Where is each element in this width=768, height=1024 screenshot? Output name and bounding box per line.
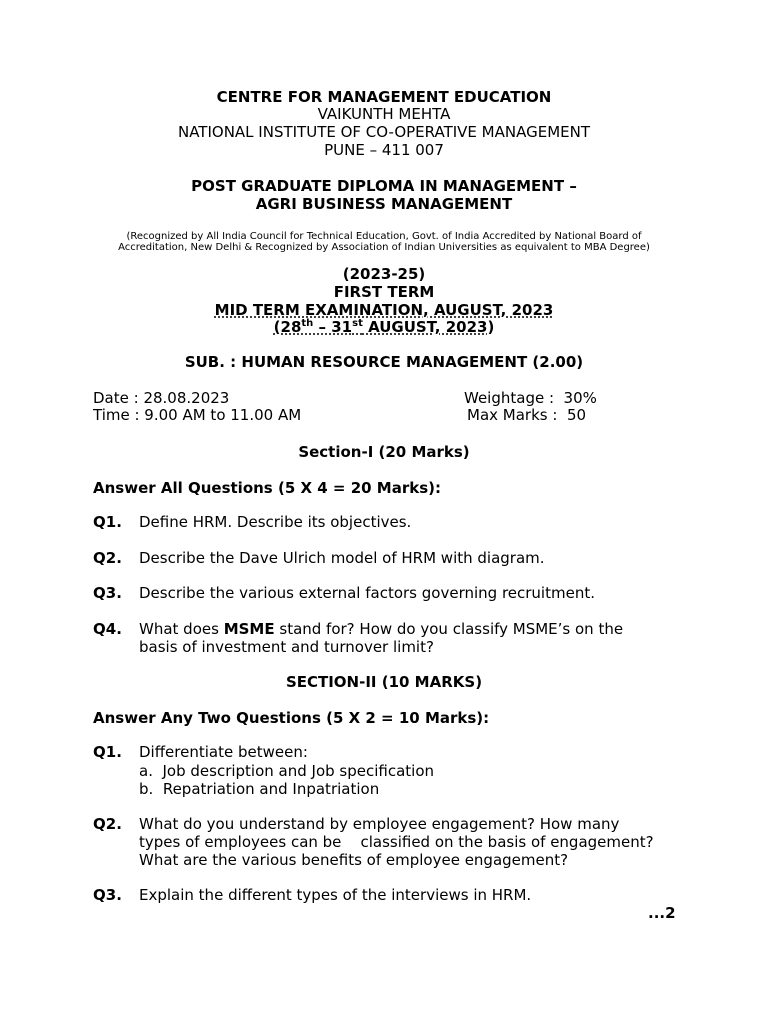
exam-dates: [0, 318, 768, 336]
exam-dates-open: (28: [273, 318, 302, 336]
institute-full-name: NATIONAL INSTITUTE OF CO-OPERATIVE MANAGEMENT: [177, 123, 590, 141]
recognition-note-line1: (Recognized by All India Council for Technical Education, Govt. of India Accredited by National Board of: [126, 231, 642, 242]
max-marks: Max Marks : 50: [467, 406, 587, 424]
exam-dates-text: [274, 318, 495, 336]
section2-q1-option-a: a. Job description and Job specification: [139, 762, 435, 780]
institute-centre-name: CENTRE FOR MANAGEMENT EDUCATION: [216, 88, 552, 106]
section1-q1-number: Q1.: [93, 513, 122, 531]
section1-q4-post: stand for? How do you classify MSME’s on the: [274, 620, 624, 638]
section2-title: SECTION-II (10 MARKS): [285, 673, 483, 691]
exam-dates-close: AUGUST, 2023): [362, 318, 495, 336]
exam-date: Date : 28.08.2023: [93, 389, 230, 407]
exam-time: Time : 9.00 AM to 11.00 AM: [93, 406, 302, 424]
exam-dates-sup2: st: [352, 318, 363, 329]
institute-address: PUNE – 411 007: [324, 141, 444, 159]
program-title: POST GRADUATE DIPLOMA IN MANAGEMENT –: [191, 177, 577, 195]
section1-q4-pre: What does: [139, 620, 224, 638]
page-continued-marker: ...2: [648, 904, 676, 922]
section2-q2-line2: types of employees can be classified on the basis of engagement?: [139, 833, 654, 851]
program-subtitle: AGRI BUSINESS MANAGEMENT: [255, 195, 513, 213]
section2-q1-option-b: b. Repatriation and Inpatriation: [139, 780, 380, 798]
section1-title: Section-I (20 Marks): [298, 443, 470, 461]
exam-title-text: MID TERM EXAMINATION, AUGUST, 2023: [214, 301, 554, 319]
section2-q1-text: Differentiate between:: [139, 743, 308, 761]
section2-q3-text: Explain the different types of the interviews in HRM.: [139, 886, 532, 904]
institute-name-line: VAIKUNTH MEHTA: [317, 105, 451, 123]
batch-years: (2023-25): [342, 265, 426, 283]
section1-q1-text: Define HRM. Describe its objectives.: [139, 513, 412, 531]
section1-instruction: Answer All Questions (5 X 4 = 20 Marks):: [93, 479, 442, 497]
section1-q4-line1: [139, 620, 623, 638]
section1-q3-text: Describe the various external factors governing recruitment.: [139, 584, 595, 602]
exam-dates-sup1: th: [301, 318, 314, 329]
section1-q2-text: Describe the Dave Ulrich model of HRM with diagram.: [139, 549, 545, 567]
section2-instruction: Answer Any Two Questions (5 X 2 = 10 Marks):: [93, 709, 490, 727]
section1-q4-number: Q4.: [93, 620, 122, 638]
section1-q3-number: Q3.: [93, 584, 122, 602]
weightage: Weightage : 30%: [464, 389, 597, 407]
section2-q3-number: Q3.: [93, 886, 122, 904]
term-label: FIRST TERM: [333, 283, 435, 301]
section1-q4-line2: basis of investment and turnover limit?: [139, 638, 434, 656]
exam-title: [0, 301, 768, 319]
recognition-note-line2: Accreditation, New Delhi & Recognized by Association of Indian Universities as equivalent to MBA Degree): [118, 242, 650, 253]
section2-q2-line1: What do you understand by employee engagement? How many: [139, 815, 620, 833]
section2-q1-number: Q1.: [93, 743, 122, 761]
section2-q2-number: Q2.: [93, 815, 122, 833]
exam-dates-mid: – 31: [313, 318, 353, 336]
section1-q4-bold: MSME: [223, 620, 275, 638]
section2-q2-line3: What are the various benefits of employee engagement?: [139, 851, 569, 869]
section1-q2-number: Q2.: [93, 549, 122, 567]
subject-title: SUB. : HUMAN RESOURCE MANAGEMENT (2.00): [184, 353, 584, 371]
